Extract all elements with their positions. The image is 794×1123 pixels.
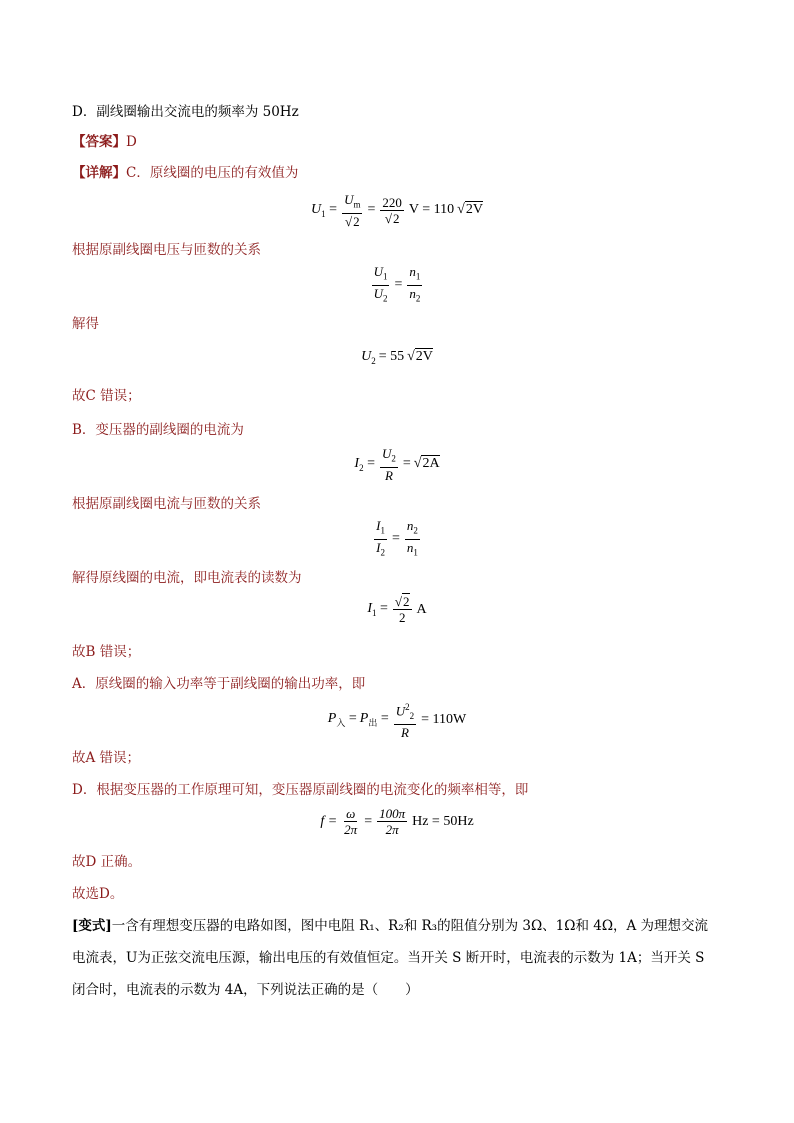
solve-current-text: 解得原线圈的电流，即电流表的读数为 [72,570,302,586]
choose-text: 故选D。 [72,886,124,902]
detail-line [72,163,734,183]
formula-power: $P_入$ = $P_出$ = $\frac{U^2_2}{R}$ = 110W [327,702,467,740]
variant-line-1 [72,916,734,936]
answer-line [72,132,734,152]
option-d-text: D．副线圈输出交流电的频率为 50Hz [72,104,299,120]
a-intro-text: A．原线圈的输入功率等于副线圈的输出功率，即 [72,676,366,692]
detail-text: C．原线圈的电压的有效值为 [126,165,299,181]
formula-ratio-voltage: $\frac{U_1}{U_2}$ = $\frac{n_1}{n_2}$ [373,264,421,304]
ratio-voltage-text: 根据原副线圈电压与匝数的关系 [72,242,261,258]
formula-u1: $U_1$ = $\frac{U_m}{√2}$ = $\frac{220}{√2}$ V = 110 √2V [311,192,483,229]
variant-text-3: 闭合时，电流表的示数为 4A，下列说法正确的是（ ） [72,982,419,998]
b-intro-text: B．变压器的副线圈的电流为 [72,422,244,438]
variant-label: [变式] [72,918,112,934]
formula-i1: $I_1$ = $\frac{√2}{2}$ A [367,594,427,625]
solve-text: 解得 [72,316,99,332]
variant-text-2: 电流表，U为正弦交流电压源，输出电压的有效值恒定。当开关 S 断开时，电流表的示数为 1A；当开关 S [72,950,705,966]
c-wrong-text: 故C 错误； [72,388,141,404]
answer-label: 【答案】 [72,134,126,150]
answer-value: D [126,134,137,150]
formula-ratio-current: $\frac{I_1}{I_2}$ = $\frac{n_2}{n_1}$ [376,518,418,558]
ratio-current-text: 根据原副线圈电流与匝数的关系 [72,496,261,512]
a-wrong-text: 故A 错误； [72,750,141,766]
formula-u2: $U_2$ = 55 √2V [361,349,433,366]
d-right-text: 故D 正确。 [72,854,142,870]
formula-i2: $I_2$ = $\frac{U_2}{R}$ = √2A [354,446,440,483]
d-intro-text: D．根据变压器的工作原理可知，变压器原副线圈的电流变化的频率相等，即 [72,782,529,798]
b-wrong-text: 故B 错误； [72,644,141,660]
formula-frequency: f = $\frac{\omega}{2\pi}$ = $\frac{100\pi}{2\pi}$ Hz = 50Hz [320,806,474,837]
detail-label: 【详解】 [72,165,126,181]
variant-text-1: 一含有理想变压器的电路如图，图中电阻 R₁、R₂和 R₃的阻值分别为 3Ω、1Ω和 4Ω，A 为理想交流 [111,918,709,934]
